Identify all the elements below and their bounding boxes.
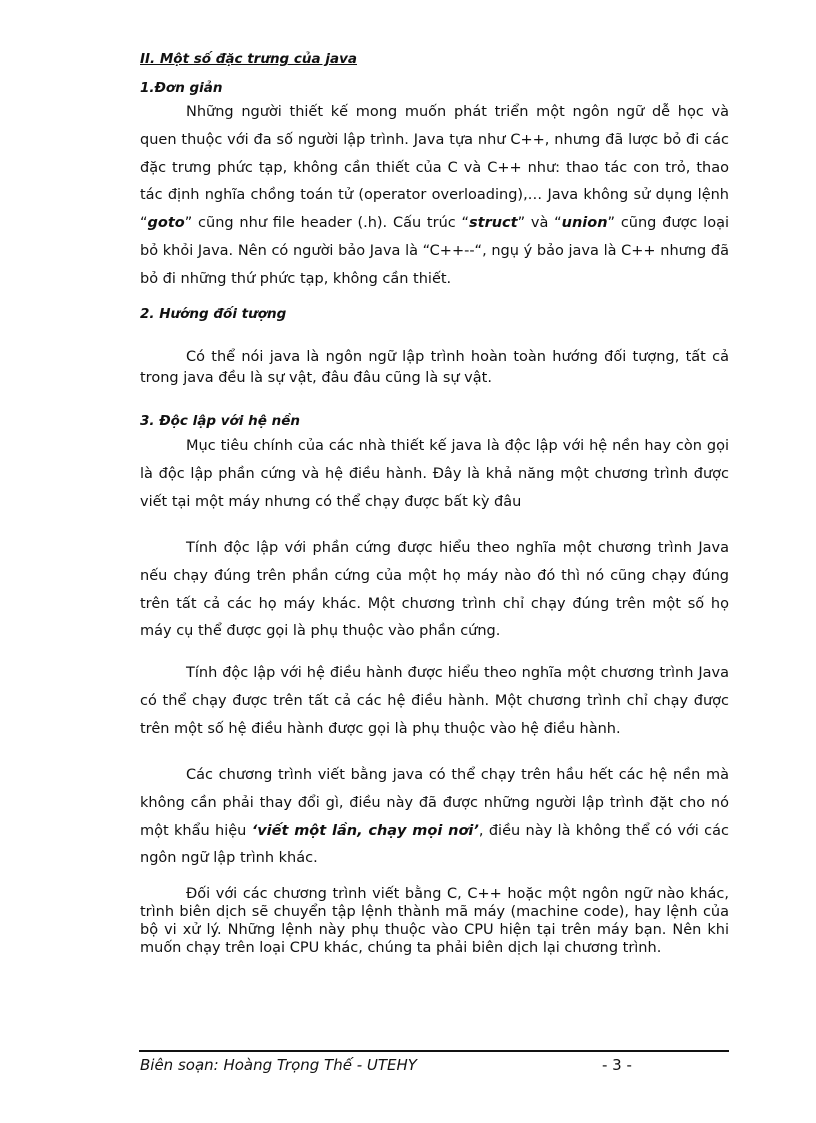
paragraph-simple-text-a: Những người thiết kế mong muốn phát triển một ngôn ngữ dễ học và quen thuộc với đa số người lập trình. Java tựa như C++, nhưng đã lược bỏ đi các đặc trưng phức tạp, không cần thiết của C và C++ như: thao tác con trỏ, thao tác định nghĩa chồng toán tử (operator overloading),… Java không sử dụng lệnh “ bbox=[140, 104, 729, 232]
paragraph-simple-text-d: ” cũng được loại bỏ khỏi Java. Nên có người bảo Java là “C++--“, ngụ ý bảo java là C++ nhưng đã bỏ đi những thứ phức tạp, không cần thiết. bbox=[140, 215, 729, 287]
paragraph-hardware-independence: Tính độc lập với phần cứng được hiểu theo nghĩa một chương trình Java nếu chạy đúng trên phần cứng của một họ máy nào đó thì nó cũng chạy đúng trên tất cả các họ máy khác. Một chương trình chỉ chạy đúng trên một số họ máy cụ thể được gọi là phụ thuộc vào phần cứng. bbox=[140, 540, 729, 640]
paragraph-simple-text-c: ” và “ bbox=[517, 215, 562, 232]
paragraph-object-oriented: Có thể nói java là ngôn ngữ lập trình hoàn toàn hướng đối tượng, tất cả trong java đều là sự vật, đâu đâu cũng là sự vật. bbox=[140, 349, 729, 386]
paragraph-compiled-languages: Đối với các chương trình viết bằng C, C++ hoặc một ngôn ngữ nào khác, trình biên dịch sẽ chuyển tập lệnh thành mã máy (machine code), hay lệnh của bộ vi xử lý. Những lệnh này phụ thuộc vào CPU hiện tại trên máy bạn. Nên khi muốn chạy trên loại CPU khác, chúng ta phải biên dịch lại chương trình. bbox=[140, 886, 729, 956]
keyword-union: union bbox=[561, 215, 608, 232]
section-title: II. Một số đặc trưng của java bbox=[140, 51, 357, 67]
paragraph-write-once-text-b: , điều này là không thể có với các ngôn ngữ lập trình khác. bbox=[140, 822, 729, 867]
paragraph-platform-goal: Mục tiêu chính của các nhà thiết kế java là độc lập với hệ nền hay còn gọi là độc lập phần cứng và hệ điều hành. Đây là khả năng một chương trình được viết tại một máy nhưng có thể chạy được bất kỳ đâu bbox=[140, 438, 729, 510]
paragraph-write-once bbox=[140, 762, 729, 873]
keyword-struct: struct bbox=[469, 215, 518, 232]
paragraph-simple-text-b: ” cũng như file header (.h). Cấu trúc “ bbox=[184, 215, 470, 232]
paragraph-os-independence: Tính độc lập với hệ điều hành được hiểu theo nghĩa một chương trình Java có thể chạy được trên tất cả các hệ điều hành. Một chương trình chỉ chạy được trên một số hệ điều hành được gọi là phụ thuộc vào hệ điều hành. bbox=[140, 665, 729, 737]
heading-object-oriented: 2. Hướng đối tượng bbox=[140, 306, 287, 322]
page-number: - 3 - bbox=[602, 1056, 632, 1074]
footer-divider bbox=[139, 1050, 729, 1052]
footer-author: Biên soạn: Hoàng Trọng Thế - UTEHY bbox=[140, 1056, 417, 1074]
slogan: ‘viết một lần, chạy mọi nơi’ bbox=[251, 822, 479, 839]
keyword-goto: goto bbox=[147, 215, 185, 232]
paragraph-write-once-text-a: Các chương trình viết bằng java có thể chạy trên hầu hết các hệ nền mà không cần phải thay đổi gì, điều này đã được những người lập trình đặt cho nó một khẩu hiệu bbox=[140, 767, 729, 839]
heading-simple: 1.Đơn giản bbox=[140, 80, 223, 96]
heading-platform-independent: 3. Độc lập với hệ nền bbox=[140, 413, 300, 429]
paragraph-simple bbox=[140, 99, 729, 294]
